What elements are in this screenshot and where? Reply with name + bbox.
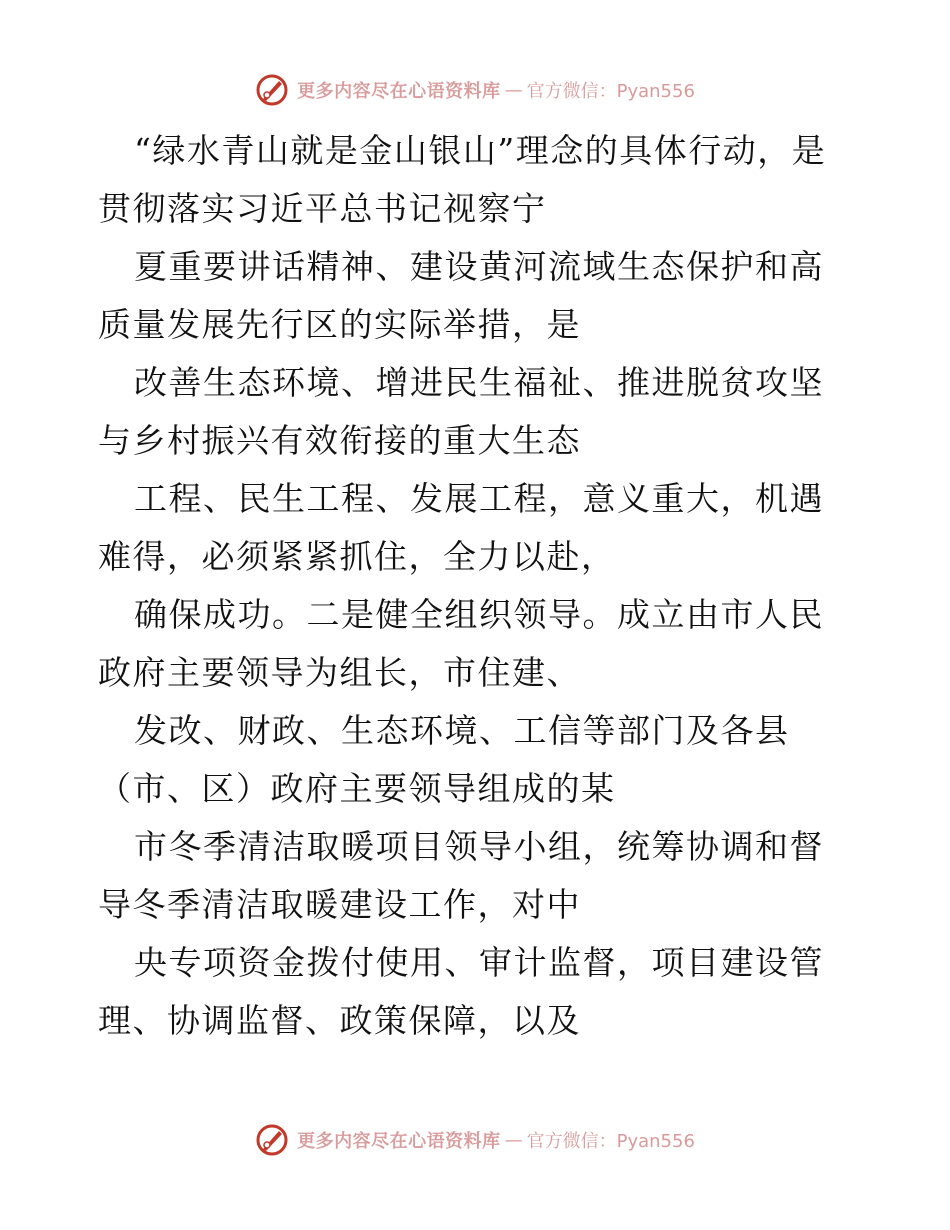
paragraph: 确保成功。二是健全组织领导。成立由市人民政府主要领导为组长，市住建、 xyxy=(98,595,824,692)
watermark-separator: — xyxy=(504,79,523,101)
watermark-brand: 更多内容尽在心语资料库 xyxy=(297,81,501,102)
paragraph: 工程、民生工程、发展工程，意义重大，机遇难得，必须紧紧抓住，全力以赴， xyxy=(98,479,824,576)
watermark-wechat: 官方微信：Pyan556 xyxy=(526,1131,695,1152)
paragraph: “绿水青山就是金山银山”理念的具体行动，是贯彻落实习近平总书记视察宁 xyxy=(98,131,827,228)
document-body xyxy=(98,122,858,1050)
watermark-separator: — xyxy=(504,1129,523,1151)
watermark-brand: 更多内容尽在心语资料库 xyxy=(297,1131,501,1152)
paragraph: 夏重要讲话精神、建设黄河流域生态保护和高质量发展先行区的实际举措，是 xyxy=(98,247,824,344)
header-watermark xyxy=(0,70,950,110)
watermark-wechat: 官方微信：Pyan556 xyxy=(526,81,695,102)
paragraph: 央专项资金拨付使用、审计监督，项目建设管理、协调监督、政策保障，以及 xyxy=(98,943,824,1040)
quill-logo-icon xyxy=(255,73,289,107)
footer-watermark xyxy=(0,1120,950,1160)
paragraph: 发改、财政、生态环境、工信等部门及各县（市、区）政府主要领导组成的某 xyxy=(98,711,790,808)
paragraph: 改善生态环境、增进民生福祉、推进脱贫攻坚与乡村振兴有效衔接的重大生态 xyxy=(98,363,824,460)
paragraph: 市冬季清洁取暖项目领导小组，统筹协调和督导冬季清洁取暖建设工作，对中 xyxy=(98,827,824,924)
quill-logo-icon xyxy=(255,1123,289,1157)
